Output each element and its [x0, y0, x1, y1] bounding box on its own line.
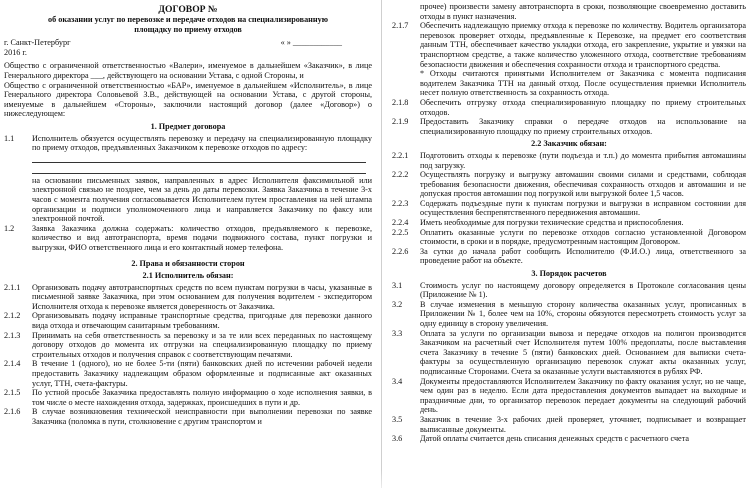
clause-3-1 — [392, 281, 746, 300]
address-blank-line-1 — [32, 154, 366, 163]
section-2-1-title: 2.1 Исполнитель обязан: — [142, 271, 234, 281]
clause-text: Организовать подачу автотранспортных средств по всем пунктам погрузки в часы, указанные в письменной заявке Заказчика, при этом основанием для получения водителем - экспедитором Исполнителя отхода к перевозке является доверенность от Заказчика. — [32, 282, 372, 311]
clause-number: 3.4 — [392, 376, 403, 386]
clause-number: 2.1.7 — [392, 21, 409, 31]
clause-2-1-6 — [4, 407, 372, 426]
clause-2-1-9 — [392, 117, 746, 136]
clause-text: Обеспечить отгрузку отхода специализированную площадку по приему строительных отходов. — [420, 97, 746, 117]
clause-2-1-1 — [4, 283, 372, 312]
clause-number: 3.6 — [392, 434, 403, 444]
clause-text: Заявка Заказчика должна содержать: количество отходов, предъявляемого к перевозке, количество и вид автотранспорта, время подачи подвижного состава, пункт погрузки и выгрузки, ФИО ответственного лица и его контактный номер телефона. — [32, 223, 372, 252]
clause-2-1-7 — [392, 21, 746, 69]
clause-text: В случае возникновения технической неисправности при выполнении перевозки по заявке Заказчика (поломка в пути, столкновение с другим транспортом и — [32, 407, 372, 426]
city: г. Санкт-Петербург — [4, 38, 71, 48]
clause-2-1-7-note: * Отходы считаются принятыми Исполнителем от Заказчика с момента подписания водителем Заказчика ТТН на данный отход. После осуществления приемки Исполнитель несет полную ответственность за сохранность отхода. — [420, 69, 746, 98]
clause-2-1-5 — [4, 388, 372, 407]
clause-text: Обеспечить надлежащую приемку отхода к перевозке по количеству. Водитель организатора перевозок проверяет отходы, предъявленные к Перевозке, на предмет его соответствия данным ТТН, обеспечивает качество укладки отхода, его закрепление, укрытие и увязки на транспортном средстве, а также количество уложенного отхода, соответствие требованиям безопасности движения и обеспечения сохранности отхода и транспортного средства. — [420, 21, 746, 69]
clause-text: Оплатить оказанные услуги по перевозке отходов согласно установленной Договором стоимости, в сроки и в порядке, предусмотренным настоящим Договором. — [420, 227, 746, 247]
clause-3-6 — [392, 434, 746, 444]
clause-3-4 — [392, 377, 746, 415]
clause-2-2-2 — [392, 170, 746, 199]
clause-number: 2.2.2 — [392, 170, 409, 180]
bottom-fade — [0, 470, 750, 488]
clause-text: В случае изменения в меньшую сторону количества оказанных услуг, прописанных в Приложении № 1, более чем на 10%, стороны обязуются пересмотреть стоимость услуг за одну единицу в сторону увеличения. — [420, 299, 746, 328]
clause-text: Содержать подъездные пути к пунктам погрузки и выгрузки в исправном состоянии для осуществления беспрепятственного передвижения автомашин. — [420, 198, 746, 218]
clause-number: 2.2.5 — [392, 227, 409, 237]
address-blank-line-2 — [32, 165, 366, 174]
clause-2-2-5 — [392, 228, 746, 247]
column-divider — [381, 0, 382, 488]
party-1: Общество с ограниченной ответственностью «Валери», именуемое в дальнейшем «Заказчик», в лице Генерального директора ___, действующего на основании Устава, с одной Стороны, и — [4, 61, 372, 80]
clause-text: Организовывать подачу исправные транспортные средства, пригодные для перевозки данного вида отхода и отвечающим санитарным требованиям. — [32, 311, 372, 331]
clause-number: 2.1.8 — [392, 97, 409, 107]
clause-2-1-4 — [4, 359, 372, 388]
party-2: Общество с ограниченной ответственностью «БАР», именуемое в дальнейшем «Исполнитель», в лице Генерального директора Соловьевой З.В., действующей на основании Устава, с другой стороны, именуемые в дальнейшем «Стороны», заключили настоящий договор (далее «Договор») о нижеследующем: — [4, 80, 372, 119]
clause-number: 2.1.2 — [4, 311, 21, 321]
clause-number: 1.1 — [4, 133, 15, 143]
clause-2-2-3 — [392, 199, 746, 218]
clause-2-1-3 — [4, 331, 372, 360]
clause-number: 2.1.5 — [4, 388, 21, 398]
contract-date: « » ____________ — [280, 38, 342, 48]
clause-1-1 — [4, 134, 372, 153]
contract-title: ДОГОВОР № — [158, 4, 218, 15]
clause-text: За сутки до начала работ сообщить Исполнителю (Ф.И.О.) лица, ответственного за проведение работ на объекте. — [420, 246, 746, 266]
clause-2-2-6 — [392, 247, 746, 266]
clause-3-3 — [392, 329, 746, 377]
clause-text: Документы предоставляются Исполнителем Заказчику по факту оказания услуг, но не чаще, чем один раз в неделю. Если дата предоставления документов выпадает на выходные и праздничные дни, то организатор перевозок передает документы на следующий рабочий день. — [420, 376, 746, 415]
contract-year: 2016 г. — [4, 47, 27, 57]
clause-2-1-8 — [392, 98, 746, 117]
right-column — [392, 0, 746, 444]
clause-number: 2.2.3 — [392, 198, 409, 208]
clause-2-2-1 — [392, 151, 746, 170]
clause-3-5 — [392, 415, 746, 434]
clause-number: 2.1.1 — [4, 282, 21, 292]
clause-text: Датой оплаты считается день списания денежных средств с расчетного счета — [420, 434, 690, 444]
clause-text: Осуществлять погрузку и выгрузку автомашин своими силами и средствами, соблюдая требования безопасности движения, обеспечивая сохранность отходов и автомашин и не допуская простоя автомашин под погрузкой или выгрузкой более 1,5 часов. — [420, 170, 746, 199]
clause-3-2 — [392, 300, 746, 329]
section-2-title: 2. Права и обязанности сторон — [131, 259, 245, 269]
clause-text: Стоимость услуг по настоящему договору определяется в Протоколе согласования цены (Приложение № 1). — [420, 280, 746, 300]
section-1-title: 1. Предмет договора — [150, 121, 226, 131]
clause-number: 2.2.6 — [392, 246, 409, 256]
clause-number: 1.2 — [4, 223, 15, 233]
clause-text: Исполнитель обязуется осуществлять перевозку и передачу на специализированную площадку по приему отходов, предъявленных Заказчиком к перевозке отходов по адресу: — [32, 133, 372, 153]
clause-number: 2.1.9 — [392, 117, 409, 127]
clause-text: Подготовить отходы к перевозке (пути подъезда и т.п.) до момента прибытия автомашины под загрузку. — [420, 150, 746, 170]
clause-2-1-6-continued: прочее) произвести замену автотранспорта в сроки, позволяющие своевременно доставить отходы в пункт назначения. — [420, 2, 746, 21]
clause-number: 3.5 — [392, 414, 403, 424]
clause-text: Принимать на себя ответственность за перевозку и за те или всех переданных по настоящему договору отходов до момента их отгрузки на специализированную площадку по приему строительных отходов и получения справок с соответствующим печатями. — [32, 330, 372, 359]
section-3-title: 3. Порядок расчетов — [531, 269, 607, 279]
clause-1-2 — [4, 224, 372, 253]
clause-number: 2.2.4 — [392, 218, 409, 228]
clause-number: 3.3 — [392, 328, 403, 338]
clause-1-1-continued: на основании письменных заявок, направленных в адрес Исполнителя факсимильной или электронной связью не позднее, чем за день до даты перевозки. Заявка Заказчика в течение 3-х часов с момента получения согласовывается Исполнителем путем проставления на ней штампа организации и подписи уполномоченного лица и направляется Заказчику по факсу или электронной почтой. — [32, 175, 372, 224]
contract-subtitle-1: об оказании услуг по перевозке и передаче отходов на специализированную — [48, 15, 328, 24]
clause-number: 3.2 — [392, 299, 403, 309]
city-date-row — [4, 38, 372, 48]
clause-text: Заказчик в течение 3-х рабочих дней проверяет, уточняет, подписывает и возвращает выписанные документы. — [420, 414, 746, 434]
clause-number: 2.1.4 — [4, 359, 21, 369]
clause-2-1-2 — [4, 311, 372, 330]
section-2-2-title: 2.2 Заказчик обязан: — [531, 139, 607, 149]
clause-text: Иметь необходимые для погрузки технические средства и приспособления. — [420, 218, 684, 228]
left-column — [4, 0, 372, 427]
clause-2-2-4 — [392, 218, 746, 228]
clause-text: Предоставить Заказчику справки о передаче отходов на использование на специализированную площадку по приему строительных отходов. — [420, 117, 746, 136]
contract-subtitle-2: площадку по приему отходов — [134, 24, 242, 34]
clause-number: 2.1.3 — [4, 330, 21, 340]
clause-number: 2.2.1 — [392, 150, 409, 160]
clause-text: Оплата за услуги по организации вывоза и передаче отходов на полигон производится Заказчиком на расчетный счет Исполнителя путем 100% предоплаты, после выставления счета Заказчику в течение 5 (пяти) банковских дней. Основанием для выписки счета-фактуры за осуществленную организацию перевозок служат акты оказанных услуг, подписанные Сторонами. Счета за оказанные услуги выставляются в рублях РФ. — [420, 328, 746, 376]
clause-text: По устной просьбе Заказчика предоставлять полную информацию о ходе исполнения заявки, в том числе о месте нахождения отхода, задержках, происшедших в пути и др. — [32, 388, 372, 407]
clause-number: 3.1 — [392, 280, 403, 290]
clause-text: В течение 1 (одного), но не более 5-ти (пяти) банковских дней по истечении рабочей недели предоставить Заказчику надлежащим образом оформленные и подписанные акт оказанных услуг, ТТН, счета-фактуры. — [32, 359, 372, 388]
clause-number: 2.1.6 — [4, 407, 21, 417]
